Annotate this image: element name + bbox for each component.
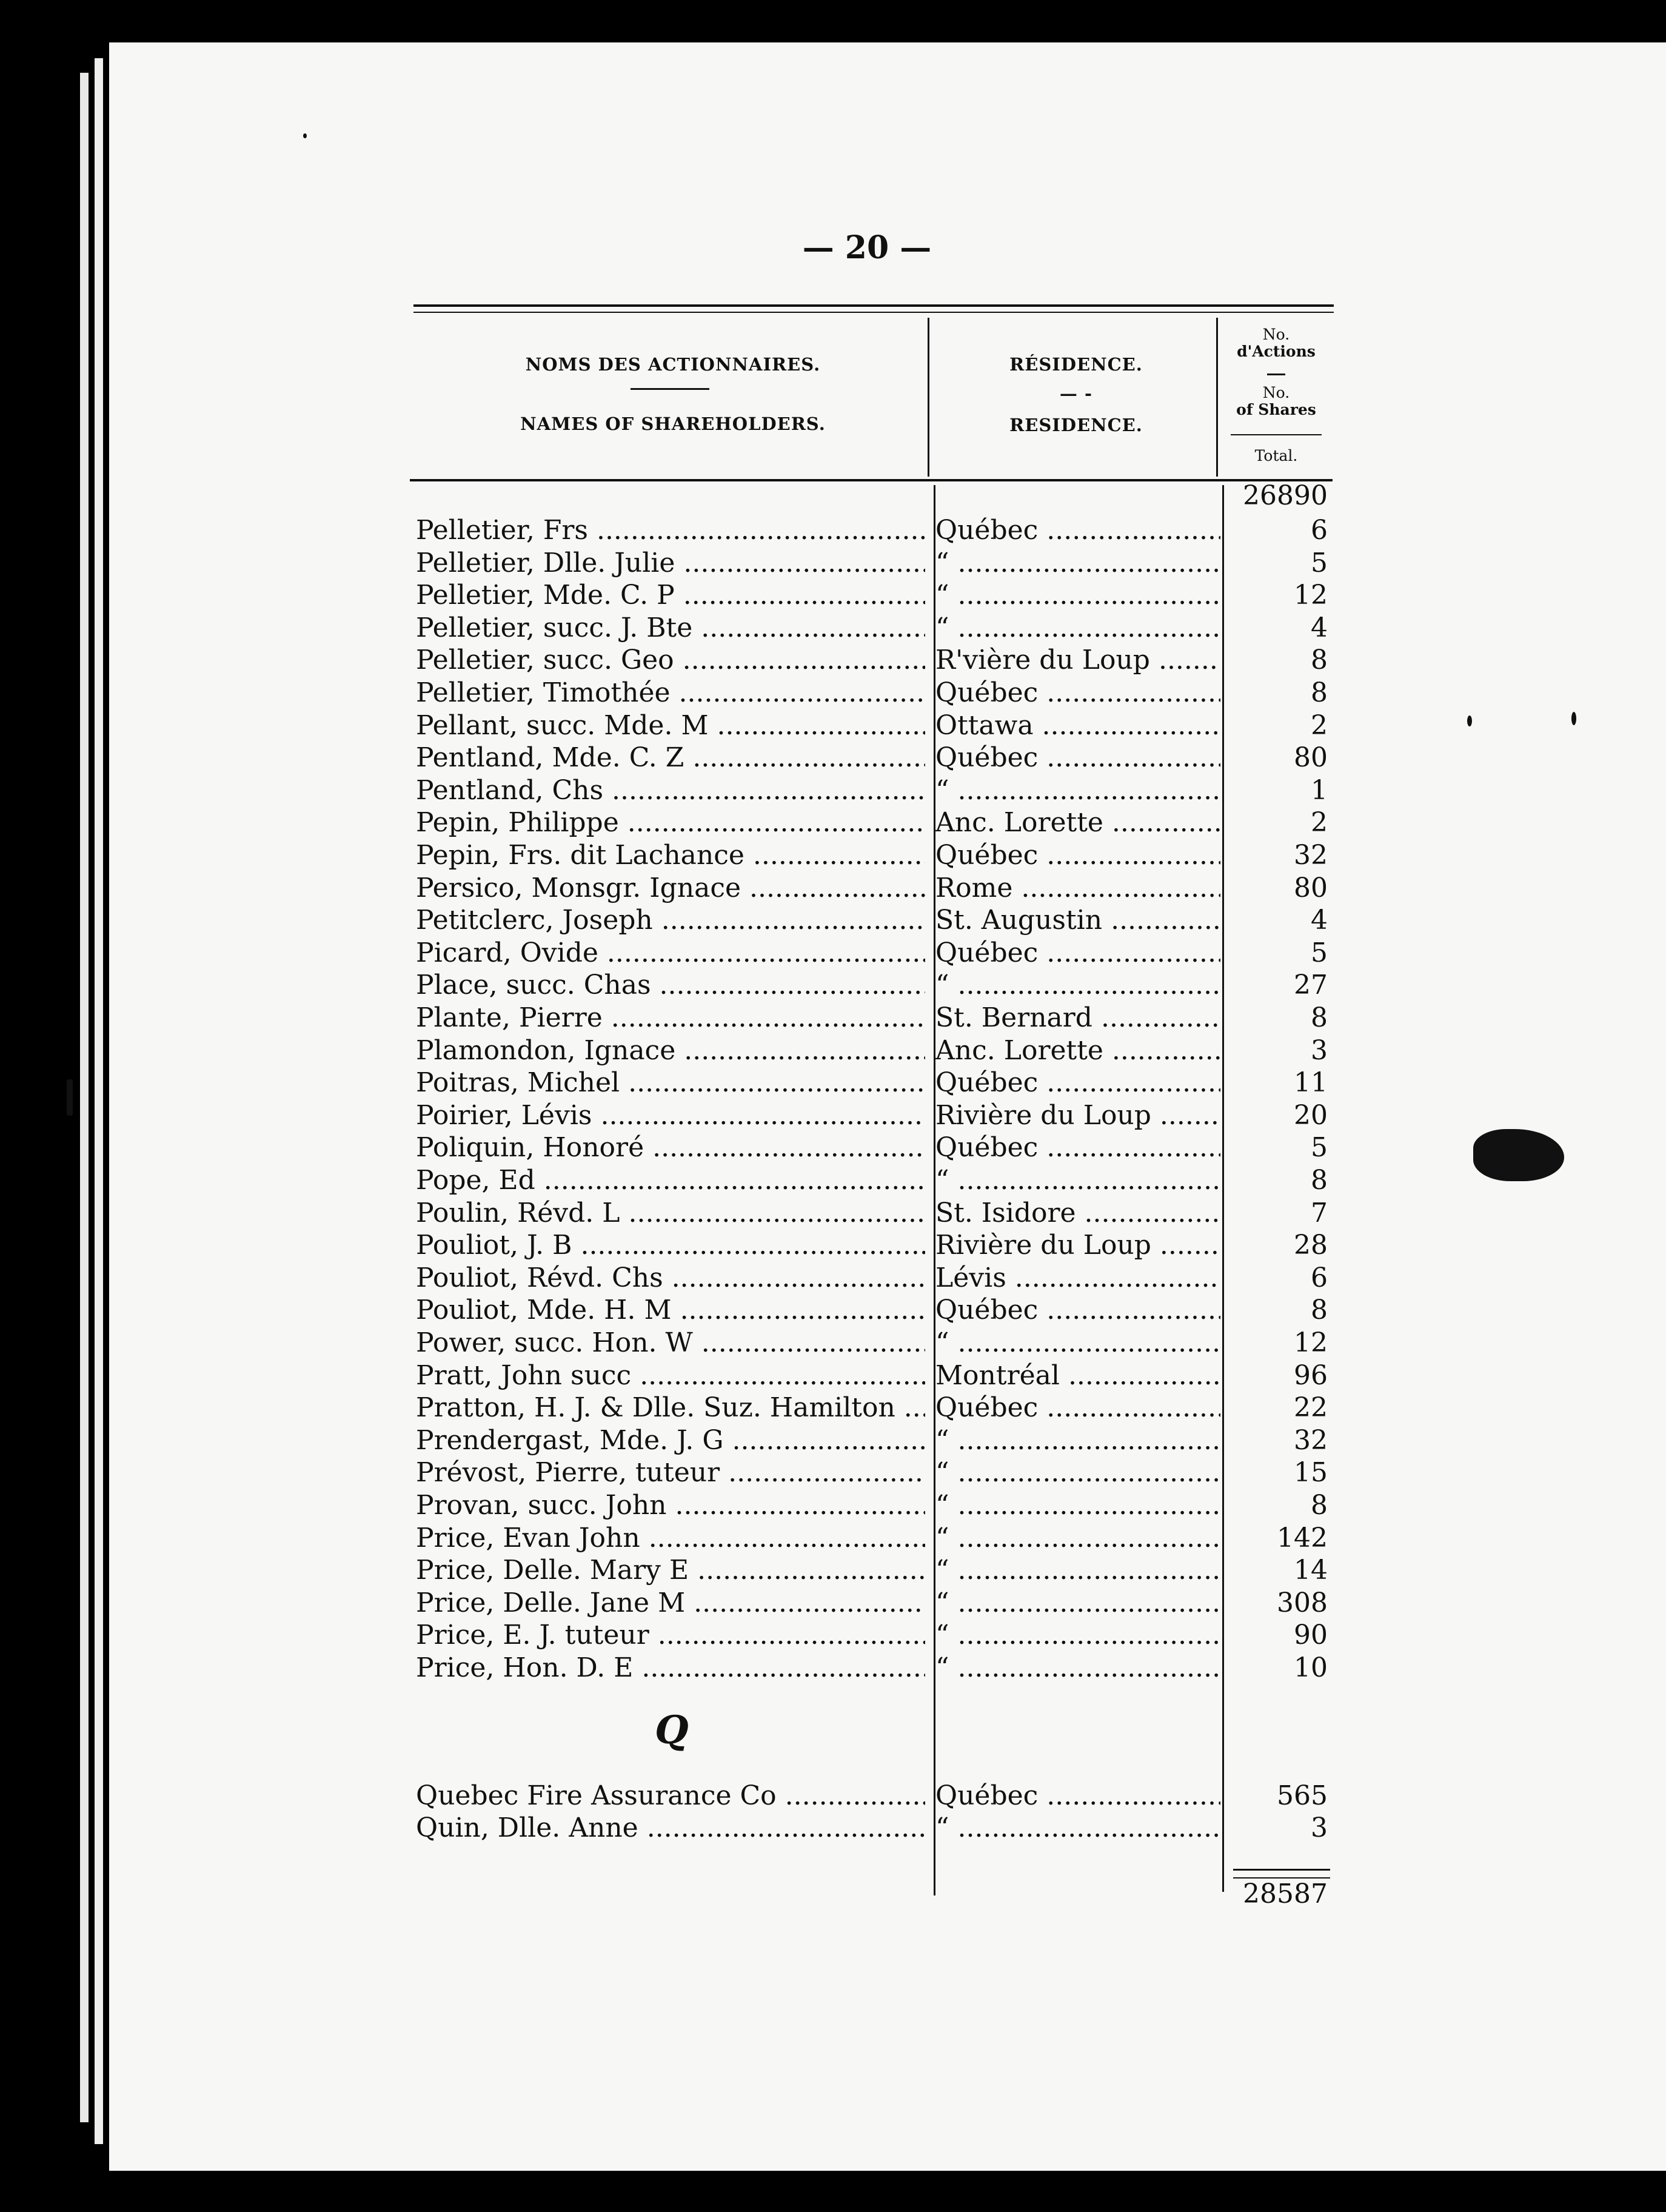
shareholder-shares: 4 <box>1311 612 1328 643</box>
shareholder-name: Persico, Monsgr. Ignace ..... <box>416 873 925 904</box>
shareholder-residence: “ ..... <box>935 775 1220 806</box>
shareholder-residence: “ ..... <box>935 1587 1220 1619</box>
shareholder-name: Pentland, Chs ..... <box>416 775 925 806</box>
shareholder-shares: 96 <box>1294 1359 1328 1391</box>
shareholder-shares: 4 <box>1311 905 1328 936</box>
shareholder-name: Provan, succ. John ..... <box>416 1490 925 1521</box>
shareholder-shares: 12 <box>1294 580 1328 611</box>
shareholder-name: Pepin, Philippe ..... <box>416 807 925 839</box>
table-row <box>0 677 1666 709</box>
shareholder-shares: 27 <box>1294 970 1328 1001</box>
shareholder-residence: Lévis ..... <box>935 1262 1220 1294</box>
shareholder-residence: “ ..... <box>935 612 1220 644</box>
table-row <box>0 873 1666 904</box>
header-names-en: NAMES OF SHAREHOLDERS. <box>520 414 826 434</box>
table-row <box>0 645 1666 676</box>
shareholder-residence: St. Isidore ..... <box>935 1198 1220 1229</box>
shareholder-residence: Québec ..... <box>935 937 1220 969</box>
shareholder-name: Quebec Fire Assurance Co ..... <box>416 1780 925 1812</box>
table-row <box>0 580 1666 611</box>
shareholder-name: Poitras, Michel ..... <box>416 1067 925 1099</box>
shareholder-name: Price, E. J. tuteur ..... <box>416 1620 925 1651</box>
table-row <box>0 1425 1666 1456</box>
header-column-rule <box>928 318 929 477</box>
table-row <box>0 1262 1666 1294</box>
shareholder-name: Pelletier, Mde. C. P ..... <box>416 580 925 611</box>
shareholder-name: Pouliot, Mde. H. M ..... <box>416 1295 925 1326</box>
shareholder-shares: 8 <box>1311 1490 1328 1521</box>
shareholder-name: Plante, Pierre ..... <box>416 1002 925 1034</box>
shareholder-name: Pratton, H. J. & Dlle. Suz. Hamilton ..... <box>416 1392 925 1424</box>
shareholder-shares: 15 <box>1294 1457 1328 1489</box>
top-rule <box>413 304 1334 307</box>
table-row <box>0 1780 1666 1812</box>
shareholder-name: Pouliot, Révd. Chs ..... <box>416 1262 925 1294</box>
table-row <box>0 840 1666 871</box>
table-row <box>0 1555 1666 1586</box>
table-row <box>0 1002 1666 1034</box>
shareholder-name: Pelletier, Timothée ..... <box>416 677 925 709</box>
table-row <box>0 1132 1666 1164</box>
shareholder-name: Price, Evan John ..... <box>416 1523 925 1554</box>
dust-speck <box>303 133 307 138</box>
shareholder-name: Poulin, Révd. L ..... <box>416 1198 925 1229</box>
shareholder-residence: Anc. Lorette ..... <box>935 1035 1220 1067</box>
shareholder-shares: 22 <box>1294 1392 1328 1424</box>
table-row <box>0 1067 1666 1099</box>
shareholder-residence: “ ..... <box>935 1652 1220 1684</box>
grand-total: 28587 <box>1243 1879 1328 1909</box>
shareholder-name: Price, Delle. Jane M ..... <box>416 1587 925 1619</box>
shareholder-shares: 6 <box>1311 515 1328 546</box>
shareholder-shares: 8 <box>1311 645 1328 676</box>
table-row <box>0 548 1666 579</box>
shareholder-shares: 308 <box>1277 1587 1328 1618</box>
table-row <box>0 905 1666 936</box>
table-row <box>0 1812 1666 1844</box>
shareholder-residence: Québec ..... <box>935 1067 1220 1099</box>
shareholder-shares: 11 <box>1294 1067 1328 1099</box>
table-row <box>0 612 1666 644</box>
table-row <box>0 710 1666 742</box>
shareholder-shares: 3 <box>1311 1812 1328 1843</box>
shareholder-residence: “ ..... <box>935 548 1220 579</box>
shareholder-residence: Québec ..... <box>935 1392 1220 1424</box>
table-row <box>0 807 1666 839</box>
header-column-rule <box>1216 318 1218 477</box>
shareholder-shares: 80 <box>1294 872 1328 903</box>
header-residence-sep: — - <box>1059 383 1093 404</box>
shareholder-residence: “ ..... <box>935 1620 1220 1651</box>
shareholder-residence: “ ..... <box>935 1327 1220 1359</box>
table-row <box>0 937 1666 969</box>
shareholder-shares: 565 <box>1277 1780 1328 1811</box>
shareholder-residence: “ ..... <box>935 1523 1220 1554</box>
shareholder-residence: Québec ..... <box>935 840 1220 871</box>
shareholder-shares: 32 <box>1294 840 1328 871</box>
table-row <box>0 1295 1666 1326</box>
table-row <box>0 1327 1666 1359</box>
page-number: — 20 — <box>802 229 932 266</box>
shareholder-name: Pellant, succ. Mde. M ..... <box>416 710 925 742</box>
shareholder-name: Prendergast, Mde. J. G ..... <box>416 1425 925 1456</box>
shareholder-name: Pouliot, J. B ..... <box>416 1230 925 1261</box>
shareholder-shares: 28 <box>1294 1230 1328 1261</box>
shareholder-shares: 6 <box>1311 1262 1328 1293</box>
shareholder-name: Prévost, Pierre, tuteur ..... <box>416 1457 925 1489</box>
table-row <box>0 1100 1666 1131</box>
table-row <box>0 742 1666 774</box>
shareholder-shares: 5 <box>1311 937 1328 968</box>
shareholder-residence: “ ..... <box>935 1165 1220 1196</box>
shareholder-name: Picard, Ovide ..... <box>416 937 925 969</box>
shareholder-shares: 3 <box>1311 1034 1328 1066</box>
shareholder-residence: “ ..... <box>935 1425 1220 1456</box>
shareholder-name: Quin, Dlle. Anne ..... <box>416 1812 925 1844</box>
table-row <box>0 1165 1666 1196</box>
header-bottom-rule <box>410 479 1333 481</box>
header-shares-fr-1: No. <box>1262 326 1290 343</box>
shareholder-shares: 2 <box>1311 807 1328 839</box>
sum-rule <box>1233 1869 1330 1871</box>
header-residence-en: RESIDENCE. <box>1009 415 1143 435</box>
table-row <box>0 1620 1666 1651</box>
shareholder-residence: Québec ..... <box>935 1295 1220 1326</box>
shareholder-name: Power, succ. Hon. W ..... <box>416 1327 925 1359</box>
shareholder-name: Poliquin, Honoré ..... <box>416 1132 925 1164</box>
shareholder-name: Price, Hon. D. E ..... <box>416 1652 925 1684</box>
shareholder-shares: 90 <box>1294 1620 1328 1651</box>
table-row <box>0 1230 1666 1261</box>
shareholder-residence: Rivière du Loup ..... <box>935 1230 1220 1261</box>
shareholder-shares: 7 <box>1311 1197 1328 1228</box>
header-divider <box>1231 434 1322 435</box>
header-total: Total. <box>1254 447 1298 464</box>
shareholder-name: Price, Delle. Mary E ..... <box>416 1555 925 1586</box>
shareholder-residence: Québec ..... <box>935 742 1220 774</box>
shareholder-shares: 5 <box>1311 1132 1328 1164</box>
shareholder-name: Pelletier, succ. J. Bte ..... <box>416 612 925 644</box>
table-row <box>0 1035 1666 1067</box>
shareholder-residence: “ ..... <box>935 970 1220 1001</box>
shareholder-name: Pelletier, succ. Geo ..... <box>416 645 925 676</box>
table-row <box>0 1198 1666 1229</box>
shareholder-shares: 8 <box>1311 1002 1328 1033</box>
shareholder-name: Pentland, Mde. C. Z ..... <box>416 742 925 774</box>
carried-forward-total: 26890 <box>1243 480 1328 511</box>
shareholder-name: Pratt, John succ ..... <box>416 1360 925 1392</box>
table-row <box>0 1360 1666 1392</box>
shareholder-shares: 12 <box>1294 1327 1328 1358</box>
table-row <box>0 1490 1666 1521</box>
header-residence-fr: RÉSIDENCE. <box>1009 354 1143 375</box>
section-letter: Q <box>655 1708 689 1753</box>
shareholder-shares: 14 <box>1294 1555 1328 1586</box>
shareholder-residence: “ ..... <box>935 1457 1220 1489</box>
shareholder-name: Petitclerc, Joseph ..... <box>416 905 925 936</box>
shareholder-name: Pepin, Frs. dit Lachance ..... <box>416 840 925 871</box>
shareholder-shares: 5 <box>1311 547 1328 578</box>
shareholder-shares: 2 <box>1311 709 1328 741</box>
shareholder-residence: Québec ..... <box>935 1132 1220 1164</box>
header-shares-en-2: of Shares <box>1236 401 1316 418</box>
shareholder-residence: Ottawa ..... <box>935 710 1220 742</box>
table-row <box>0 1457 1666 1489</box>
shareholder-residence: Rome ..... <box>935 873 1220 904</box>
table-row <box>0 1392 1666 1424</box>
shareholder-name: Poirier, Lévis ..... <box>416 1100 925 1131</box>
shareholder-shares: 20 <box>1294 1099 1328 1131</box>
shareholder-name: Plamondon, Ignace ..... <box>416 1035 925 1067</box>
shareholder-name: Place, succ. Chas ..... <box>416 970 925 1001</box>
shareholder-residence: St. Bernard ..... <box>935 1002 1220 1034</box>
shareholder-shares: 8 <box>1311 1295 1328 1326</box>
shareholder-shares: 8 <box>1311 677 1328 708</box>
shareholder-residence: R'vière du Loup ..... <box>935 645 1220 676</box>
table-row <box>0 1523 1666 1554</box>
shareholder-name: Pelletier, Frs ..... <box>416 515 925 546</box>
shareholder-residence: Québec ..... <box>935 515 1220 546</box>
header-divider <box>1267 374 1285 375</box>
shareholder-name: Pelletier, Dlle. Julie ..... <box>416 548 925 579</box>
shareholder-shares: 32 <box>1294 1424 1328 1456</box>
shareholder-residence: Québec ..... <box>935 1780 1220 1812</box>
table-row <box>0 1652 1666 1684</box>
shareholder-shares: 142 <box>1277 1522 1328 1553</box>
header-shares-en-1: No. <box>1262 384 1290 401</box>
table-row <box>0 1587 1666 1619</box>
header-names-fr: NOMS DES ACTIONNAIRES. <box>525 354 821 375</box>
shareholder-shares: 8 <box>1311 1165 1328 1196</box>
top-rule-thin <box>413 312 1334 313</box>
header-divider <box>631 388 709 390</box>
shareholder-shares: 80 <box>1294 742 1328 774</box>
shareholder-residence: Québec ..... <box>935 677 1220 709</box>
table-row <box>0 515 1666 546</box>
shareholder-shares: 1 <box>1311 774 1328 806</box>
shareholder-residence: Montréal ..... <box>935 1360 1220 1392</box>
shareholder-residence: Rivière du Loup ..... <box>935 1100 1220 1131</box>
shareholder-shares: 10 <box>1294 1652 1328 1683</box>
table-row <box>0 970 1666 1001</box>
header-shares-fr-2: d'Actions <box>1237 343 1316 360</box>
shareholder-residence: Anc. Lorette ..... <box>935 807 1220 839</box>
shareholder-residence: “ ..... <box>935 1812 1220 1844</box>
shareholder-residence: “ ..... <box>935 1555 1220 1586</box>
shareholder-residence: St. Augustin ..... <box>935 905 1220 936</box>
table-row <box>0 775 1666 806</box>
shareholder-residence: “ ..... <box>935 1490 1220 1521</box>
shareholder-name: Pope, Ed ..... <box>416 1165 925 1196</box>
shareholder-residence: “ ..... <box>935 580 1220 611</box>
